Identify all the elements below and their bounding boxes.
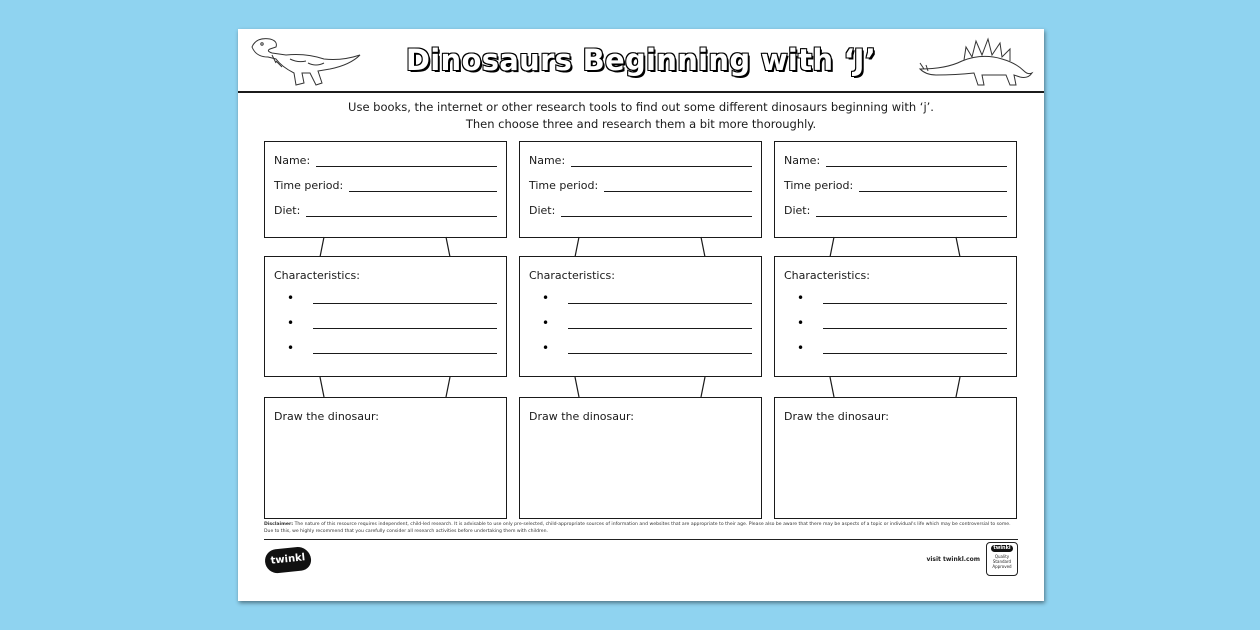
page-title: Dinosaurs Beginning with ‘J’ [405, 43, 877, 77]
diet-label: Diet: [784, 204, 811, 217]
characteristic-line-3[interactable] [542, 343, 752, 354]
badge-text: Quality Standard Approved [992, 554, 1012, 569]
draw-label: Draw the dinosaur: [274, 410, 379, 423]
bullet-icon: • [542, 316, 550, 330]
connector-top [519, 237, 762, 257]
connector-bottom [774, 377, 1017, 397]
characteristics-label: Characteristics: [784, 269, 870, 282]
time-period-label: Time period: [529, 179, 599, 192]
name-field[interactable] [529, 154, 752, 167]
disclaimer-text: The nature of this resource requires independent, child-led research. It is advisable to use only pre-selected, child-appropriate sources of information and websites that are appropriate to their age. Please also be aware that there may be aspects of a topic or individual's life which may be controversial to some. Due to this, we highly recommend that you carefully consider all research activities before undertaking them with children. [264, 522, 1011, 534]
time-period-label: Time period: [274, 179, 344, 192]
characteristic-write-line[interactable] [313, 343, 497, 354]
footer-divider [264, 539, 1018, 540]
bullet-icon: • [287, 341, 295, 355]
characteristic-write-line[interactable] [823, 318, 1007, 329]
info-box [519, 141, 762, 238]
characteristic-line-3[interactable] [287, 343, 497, 354]
connector-bottom [264, 377, 507, 397]
connector-top [264, 237, 507, 257]
diet-line[interactable] [816, 206, 1007, 217]
bullet-icon: • [542, 291, 550, 305]
bullet-icon: • [287, 291, 295, 305]
diet-field[interactable] [784, 204, 1007, 217]
characteristic-write-line[interactable] [823, 343, 1007, 354]
name-field[interactable] [274, 154, 497, 167]
bullet-icon: • [287, 316, 295, 330]
time-period-field[interactable] [274, 179, 497, 192]
badge-brand: twinkl [991, 545, 1013, 552]
characteristic-line-2[interactable] [287, 318, 497, 329]
time-period-line[interactable] [349, 181, 497, 192]
diet-line[interactable] [306, 206, 497, 217]
characteristics-box [774, 256, 1017, 377]
time-period-field[interactable] [784, 179, 1007, 192]
name-label: Name: [784, 154, 821, 167]
bullet-icon: • [542, 341, 550, 355]
characteristic-write-line[interactable] [568, 293, 752, 304]
disclaimer [264, 521, 1018, 535]
instructions [238, 99, 1044, 133]
draw-box[interactable] [264, 397, 507, 519]
characteristic-line-1[interactable] [797, 293, 1007, 304]
draw-label: Draw the dinosaur: [529, 410, 634, 423]
diet-label: Diet: [274, 204, 301, 217]
diet-label: Diet: [529, 204, 556, 217]
diet-field[interactable] [529, 204, 752, 217]
name-label: Name: [529, 154, 566, 167]
time-period-line[interactable] [859, 181, 1007, 192]
characteristic-line-1[interactable] [542, 293, 752, 304]
time-period-field[interactable] [529, 179, 752, 192]
visit-twinkl-link[interactable]: visit twinkl.com [926, 556, 980, 563]
info-box [264, 141, 507, 238]
characteristic-write-line[interactable] [568, 343, 752, 354]
draw-label: Draw the dinosaur: [784, 410, 889, 423]
diet-field[interactable] [274, 204, 497, 217]
name-field[interactable] [784, 154, 1007, 167]
bullet-icon: • [797, 316, 805, 330]
bullet-icon: • [797, 341, 805, 355]
characteristics-box [519, 256, 762, 377]
characteristic-write-line[interactable] [313, 318, 497, 329]
characteristic-write-line[interactable] [568, 318, 752, 329]
name-line[interactable] [826, 156, 1007, 167]
characteristic-write-line[interactable] [313, 293, 497, 304]
characteristic-line-2[interactable] [797, 318, 1007, 329]
time-period-label: Time period: [784, 179, 854, 192]
worksheet-header [238, 29, 1044, 93]
bullet-icon: • [797, 291, 805, 305]
name-label: Name: [274, 154, 311, 167]
characteristic-line-3[interactable] [797, 343, 1007, 354]
quality-badge-icon [986, 542, 1018, 576]
instructions-line-1: Use books, the internet or other research tools to find out some different dinosaurs beginning with ‘j’. [348, 100, 934, 114]
characteristics-box [264, 256, 507, 377]
draw-box[interactable] [519, 397, 762, 519]
characteristics-label: Characteristics: [529, 269, 615, 282]
time-period-line[interactable] [604, 181, 752, 192]
stegosaurus-illustration-icon [916, 33, 1036, 89]
instructions-line-2: Then choose three and research them a bit more thoroughly. [465, 117, 817, 131]
connector-bottom [519, 377, 762, 397]
name-line[interactable] [571, 156, 752, 167]
worksheet-page [238, 29, 1044, 601]
characteristic-write-line[interactable] [823, 293, 1007, 304]
twinkl-logo[interactable]: twinkl [264, 546, 312, 575]
connector-top [774, 237, 1017, 257]
characteristic-line-2[interactable] [542, 318, 752, 329]
disclaimer-label: Disclaimer: [264, 522, 294, 527]
diet-line[interactable] [561, 206, 752, 217]
name-line[interactable] [316, 156, 497, 167]
draw-box[interactable] [774, 397, 1017, 519]
info-box [774, 141, 1017, 238]
characteristic-line-1[interactable] [287, 293, 497, 304]
characteristics-label: Characteristics: [274, 269, 360, 282]
